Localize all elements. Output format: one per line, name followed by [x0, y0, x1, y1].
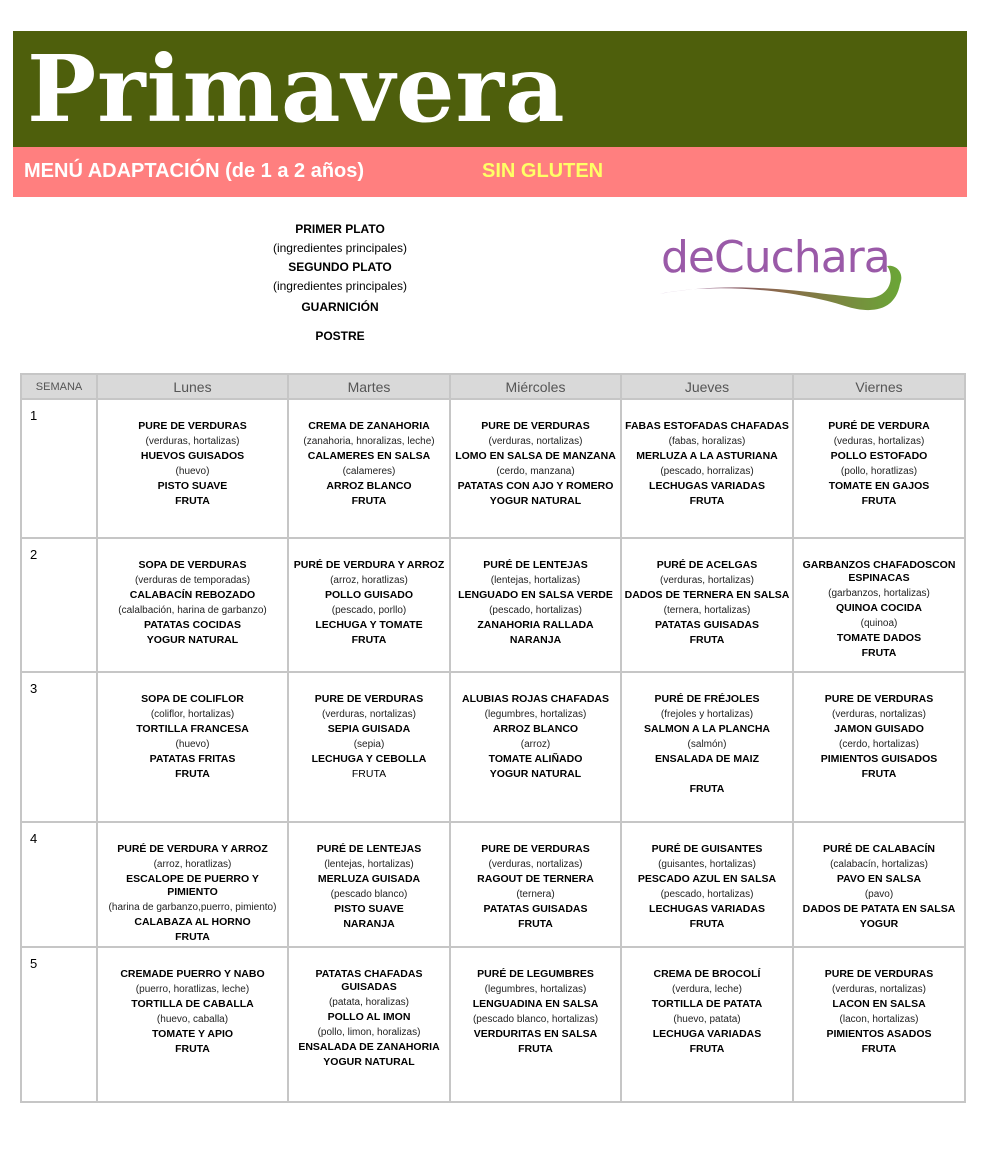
- dish-name: TORTILLA DE PATATA: [651, 998, 763, 1010]
- dish-name: CALABAZA AL HORNO: [134, 916, 251, 928]
- ingredients-text: (lacon, hortalizas): [839, 1014, 919, 1025]
- dish-name: ARROZ BLANCO: [492, 723, 579, 735]
- dish-name: PATATAS GUISADAS: [654, 619, 760, 631]
- dish-name: VERDURITAS EN SALSA: [473, 1028, 598, 1040]
- ingredients-text: (calalbación, harina de garbanzo): [118, 605, 267, 616]
- dish-name: CALAMERES EN SALSA: [307, 450, 431, 462]
- dish-name: PURE DE VERDURAS: [138, 420, 247, 432]
- dish-name: PATATAS CHAFADAS GUISADAS: [315, 968, 423, 993]
- ingredients-text: (pescado, hortalizas): [489, 605, 582, 616]
- ingredients-text: (pollo, limon, horalizas): [317, 1027, 421, 1038]
- ingredients-text: (huevo, patata): [673, 1014, 741, 1025]
- ingredients-text: (pescado, porllo): [331, 605, 407, 616]
- menu-subtitle: MENÚ ADAPTACIÓN (de 1 a 2 años): [24, 160, 365, 182]
- dish-name: ARROZ BLANCO: [326, 480, 412, 492]
- ingredients-text: (harina de garbanzo,puerro, pimiento): [108, 902, 277, 913]
- ingredients-text: (lentejas, hortalizas): [490, 575, 581, 586]
- ingredients-text: (pescado blanco, hortalizas): [472, 1014, 599, 1025]
- week-row: [21, 947, 965, 1102]
- dish-name: GARBANZOS CHAFADOSCON ESPINACAS: [802, 559, 956, 584]
- weekly-menu-table: [20, 373, 966, 1103]
- dish-name: PIMIENTOS GUISADOS: [820, 753, 938, 765]
- dish-name: PURÉ DE LENTEJAS: [316, 843, 422, 855]
- ingredients-text: (verduras, hortalizas): [660, 575, 754, 586]
- ingredients-text: (arroz): [520, 739, 551, 750]
- dish-name: CREMA DE BROCOLÍ: [653, 968, 761, 980]
- ingredients-text: (calameres): [342, 466, 396, 477]
- menu-cell-miercoles: [450, 672, 621, 822]
- dish-legend: [230, 220, 450, 346]
- dish-name: PISTO SUAVE: [334, 903, 404, 915]
- ingredients-text: (veduras, hortalizas): [833, 436, 925, 447]
- dish-name: POLLO GUISADO: [324, 589, 414, 601]
- dish-name: LECHUGA Y CEBOLLA: [311, 753, 427, 765]
- week-number: 1: [21, 399, 97, 538]
- dish-name: NARANJA: [509, 634, 562, 646]
- dish-name: CREMA DE ZANAHORIA: [308, 420, 430, 432]
- ingredients-text: (lentejas, hortalizas): [324, 859, 414, 870]
- ingredients-text: (zanahoria, hnoralizas, leche): [303, 436, 435, 447]
- gluten-free-label: SIN GLUTEN: [482, 160, 604, 182]
- week-row: [21, 399, 965, 538]
- menu-cell-martes: [288, 538, 450, 672]
- dish-name: FRUTA: [689, 634, 725, 646]
- ingredients-text: (quinoa): [860, 618, 898, 629]
- dish-name: PATATAS CON AJO Y ROMERO: [457, 480, 614, 492]
- dish-name: PURÉ DE VERDURA Y ARROZ: [293, 559, 445, 571]
- week-number: 3: [21, 672, 97, 822]
- dish-name: CREMADE PUERRO Y NABO: [120, 968, 265, 980]
- legend-second-ingredients: (ingredientes principales): [272, 279, 408, 293]
- ingredients-text: (arroz, horatlizas): [153, 859, 232, 870]
- menu-cell-viernes: [793, 672, 965, 822]
- ingredients-text: (legumbres, hortalizas): [484, 709, 587, 720]
- ingredients-text: (pollo, horatlizas): [840, 466, 918, 477]
- dish-name: FRUTA: [861, 1043, 897, 1055]
- ingredients-text: (huevo, caballa): [156, 1014, 229, 1025]
- ingredients-text: (verduras, nortalizas): [488, 436, 583, 447]
- dish-name: TORTILLA FRANCESA: [136, 723, 249, 735]
- dish-name: PATATAS GUISADAS: [483, 903, 588, 915]
- dish-name: YOGUR NATURAL: [489, 495, 582, 507]
- week-number: 5: [21, 947, 97, 1102]
- menu-cell-jueves: [621, 399, 793, 538]
- dish-name: LECHUGA VARIADAS: [652, 1028, 762, 1040]
- dish-name: FRUTA: [689, 918, 725, 930]
- dish-name: DADOS DE PATATA EN SALSA: [802, 903, 956, 915]
- decuchara-logo: [655, 232, 915, 322]
- dish-name: PURÉ DE GUISANTES: [651, 843, 763, 855]
- ingredients-text: (verduras, nortalizas): [322, 709, 416, 720]
- dish-name: TOMATE Y APIO: [151, 1028, 234, 1040]
- dish-name: PISTO SUAVE: [157, 480, 228, 492]
- dish-name: POLLO AL IMON: [327, 1011, 411, 1023]
- dish-name: FRUTA: [518, 918, 553, 930]
- ingredients-text: (calabacín, hortalizas): [830, 859, 928, 870]
- menu-cell-jueves: [621, 822, 793, 947]
- dish-name: FABAS ESTOFADAS CHAFADAS: [625, 420, 789, 432]
- dish-name: CALABACÍN REBOZADO: [129, 589, 256, 601]
- dish-name: JAMON GUISADO: [834, 723, 924, 735]
- page-title: Primavera: [27, 35, 566, 143]
- ingredients-text: (pescado, hortalizas): [660, 889, 754, 900]
- ingredients-text: (huevo): [175, 466, 210, 477]
- spacer: [624, 768, 790, 781]
- ingredients-text: (verdura, leche): [671, 984, 743, 995]
- menu-cell-viernes: [793, 538, 965, 672]
- dish-name: PURE DE VERDURAS: [824, 693, 934, 705]
- ingredients-text: (puerro, horatlizas, leche): [135, 984, 250, 995]
- dish-name: PURE DE VERDURAS: [824, 968, 934, 980]
- header-week: SEMANA: [21, 374, 97, 399]
- dish-name: FRUTA: [861, 495, 897, 507]
- ingredients-text: (sepia): [353, 739, 385, 750]
- dish-name: TORTILLA DE CABALLA: [131, 998, 254, 1010]
- dish-name: LECHUGAS VARIADAS: [649, 903, 765, 915]
- ingredients-text: (ternera): [516, 889, 555, 900]
- dish-name: SOPA DE VERDURAS: [138, 559, 247, 571]
- ingredients-text: (coliflor, hortalizas): [150, 709, 235, 720]
- dish-name: FRUTA: [175, 768, 210, 780]
- dish-name: SEPIA GUISADA: [327, 723, 411, 735]
- dish-name: FRUTA: [861, 647, 897, 659]
- dish-name: MERLUZA GUISADA: [317, 873, 421, 885]
- dish-name: TOMATE ALIÑADO: [488, 753, 583, 765]
- dish-name: LENGUADINA EN SALSA: [472, 998, 599, 1010]
- week-row: [21, 672, 965, 822]
- header-monday: Lunes: [97, 374, 288, 399]
- dish-name: ENSALADA DE ZANAHORIA: [298, 1041, 440, 1053]
- dish-name: FRUTA: [351, 495, 387, 507]
- menu-cell-miercoles: [450, 538, 621, 672]
- menu-cell-martes: [288, 672, 450, 822]
- dish-name: PURE DE VERDURAS: [314, 693, 424, 705]
- ingredients-text: (pescado, horralizas): [660, 466, 754, 477]
- menu-cell-lunes: [97, 947, 288, 1102]
- dish-name: NARANJA: [343, 918, 395, 930]
- ingredients-text: (ternera, hortalizas): [663, 605, 751, 616]
- dish-name: RAGOUT DE TERNERA: [477, 873, 594, 885]
- header-friday: Viernes: [793, 374, 965, 399]
- menu-cell-martes: [288, 399, 450, 538]
- menu-cell-lunes: [97, 822, 288, 947]
- menu-cell-jueves: [621, 672, 793, 822]
- ingredients-text: (garbanzos, hortalizas): [828, 588, 930, 599]
- ingredients-text: (verduras, nortalizas): [832, 984, 926, 995]
- dish-name: PURÉ DE VERDURA Y ARROZ: [117, 843, 268, 855]
- menu-cell-miercoles: [450, 399, 621, 538]
- logo-text: deCuchara: [661, 232, 890, 283]
- menu-cell-viernes: [793, 399, 965, 538]
- dish-name: FRUTA: [351, 634, 387, 646]
- dish-name: PURÉ DE ACELGAS: [656, 559, 758, 571]
- legend-side-dish: GUARNICIÓN: [301, 300, 379, 314]
- week-number: 2: [21, 538, 97, 672]
- menu-cell-lunes: [97, 538, 288, 672]
- dish-name: LOMO EN SALSA DE MANZANA: [455, 450, 616, 462]
- ingredients-text: (verduras, nortalizas): [832, 709, 926, 720]
- menu-cell-martes: [288, 822, 450, 947]
- dish-name: PURÉ DE VERDURA: [828, 420, 930, 432]
- dish-name: ZANAHORIA RALLADA: [477, 619, 594, 631]
- menu-cell-jueves: [621, 947, 793, 1102]
- dish-name: TOMATE EN GAJOS: [828, 480, 930, 492]
- week-row: [21, 538, 965, 672]
- legend-second-course: SEGUNDO PLATO: [288, 260, 392, 274]
- dish-name: SOPA DE COLIFLOR: [141, 693, 244, 705]
- dish-name: PAVO EN SALSA: [836, 873, 922, 885]
- dish-name: PURÉ DE LENTEJAS: [483, 559, 588, 571]
- dish-name: PURÉ DE FRÉJOLES: [654, 693, 760, 705]
- ingredients-text: (fabas, horalizas): [668, 436, 746, 447]
- dish-name: YOGUR NATURAL: [146, 634, 239, 646]
- menu-cell-miercoles: [450, 947, 621, 1102]
- dish-name: FRUTA: [689, 495, 725, 507]
- dish-name: ESCALOPE DE PUERRO Y PIMIENTO: [126, 873, 259, 898]
- header-tuesday: Martes: [288, 374, 450, 399]
- menu-cell-martes: [288, 947, 450, 1102]
- dish-name: YOGUR NATURAL: [489, 768, 582, 780]
- title-banner: [13, 31, 967, 147]
- dish-name: PURE DE VERDURAS: [481, 843, 590, 855]
- ingredients-text: (cerdo, manzana): [496, 466, 575, 477]
- dish-name: PURE DE VERDURAS: [481, 420, 590, 432]
- dish-name: YOGUR: [859, 918, 899, 930]
- dish-name: PIMIENTOS ASADOS: [826, 1028, 932, 1040]
- menu-cell-viernes: [793, 947, 965, 1102]
- subtitle-bar: [13, 147, 967, 197]
- dish-name: LECHUGA Y TOMATE: [315, 619, 423, 631]
- header-thursday: Jueves: [621, 374, 793, 399]
- menu-cell-jueves: [621, 538, 793, 672]
- week-number: 4: [21, 822, 97, 947]
- legend-dessert: POSTRE: [315, 329, 365, 343]
- header-wednesday: Miércoles: [450, 374, 621, 399]
- week-row: [21, 822, 965, 947]
- dish-name: FRUTA: [689, 1043, 725, 1055]
- dish-name: PATATAS FRITAS: [149, 753, 236, 765]
- ingredients-text: (verduras de temporadas): [134, 575, 251, 586]
- ingredients-text: (pescado blanco): [330, 889, 408, 900]
- ingredients-text: (pavo): [864, 889, 894, 900]
- dish-name: FRUTA: [689, 783, 725, 795]
- dish-name: ENSALADA DE MAIZ: [654, 753, 760, 765]
- dish-name: DADOS DE TERNERA EN SALSA: [624, 589, 790, 601]
- dish-name: ALUBIAS ROJAS CHAFADAS: [461, 693, 609, 705]
- dish-name: FRUTA: [175, 931, 210, 943]
- dish-name: YOGUR NATURAL: [323, 1056, 415, 1068]
- dish-name: TOMATE DADOS: [836, 632, 922, 644]
- ingredients-text: (cerdo, hortalizas): [838, 739, 920, 750]
- dish-name: POLLO ESTOFADO: [830, 450, 928, 462]
- dish-name: PURÉ DE LEGUMBRES: [477, 968, 594, 980]
- dish-name: HUEVOS GUISADOS: [140, 450, 245, 462]
- menu-cell-miercoles: [450, 822, 621, 947]
- dish-name: LECHUGAS VARIADAS: [649, 480, 765, 492]
- ingredients-text: (huevo): [175, 739, 210, 750]
- ingredients-text: (salmón): [687, 739, 727, 750]
- dish-name: QUINOA COCIDA: [836, 602, 922, 614]
- dish-name: PURÉ DE CALABACÍN: [822, 843, 935, 855]
- dish-name: LENGUADO EN SALSA VERDE: [458, 589, 613, 601]
- dish-name: LACON EN SALSA: [832, 998, 926, 1010]
- dish-name: FRUTA: [351, 768, 387, 780]
- ingredients-text: (frejoles y hortalizas): [660, 709, 754, 720]
- menu-cell-lunes: [97, 399, 288, 538]
- dish-name: FRUTA: [175, 495, 210, 507]
- dish-name: FRUTA: [518, 1043, 553, 1055]
- dish-name: MERLUZA A LA ASTURIANA: [636, 450, 778, 462]
- ingredients-text: (verduras, hortalizas): [145, 436, 240, 447]
- ingredients-text: (verduras, nortalizas): [488, 859, 583, 870]
- ingredients-text: (arroz, horatlizas): [330, 575, 408, 586]
- dish-name: PESCADO AZUL EN SALSA: [637, 873, 777, 885]
- dish-name: FRUTA: [861, 768, 897, 780]
- legend-first-ingredients: (ingredientes principales): [272, 241, 408, 255]
- menu-cell-viernes: [793, 822, 965, 947]
- legend-first-course: PRIMER PLATO: [295, 222, 385, 236]
- dish-name: FRUTA: [175, 1043, 210, 1055]
- dish-name: PATATAS COCIDAS: [143, 619, 242, 631]
- dish-name: SALMON A LA PLANCHA: [644, 723, 770, 735]
- menu-cell-lunes: [97, 672, 288, 822]
- header-row: [21, 374, 965, 399]
- ingredients-text: (guisantes, hortalizas): [658, 859, 756, 870]
- ingredients-text: (patata, horalizas): [328, 997, 410, 1008]
- ingredients-text: (legumbres, hortalizas): [484, 984, 587, 995]
